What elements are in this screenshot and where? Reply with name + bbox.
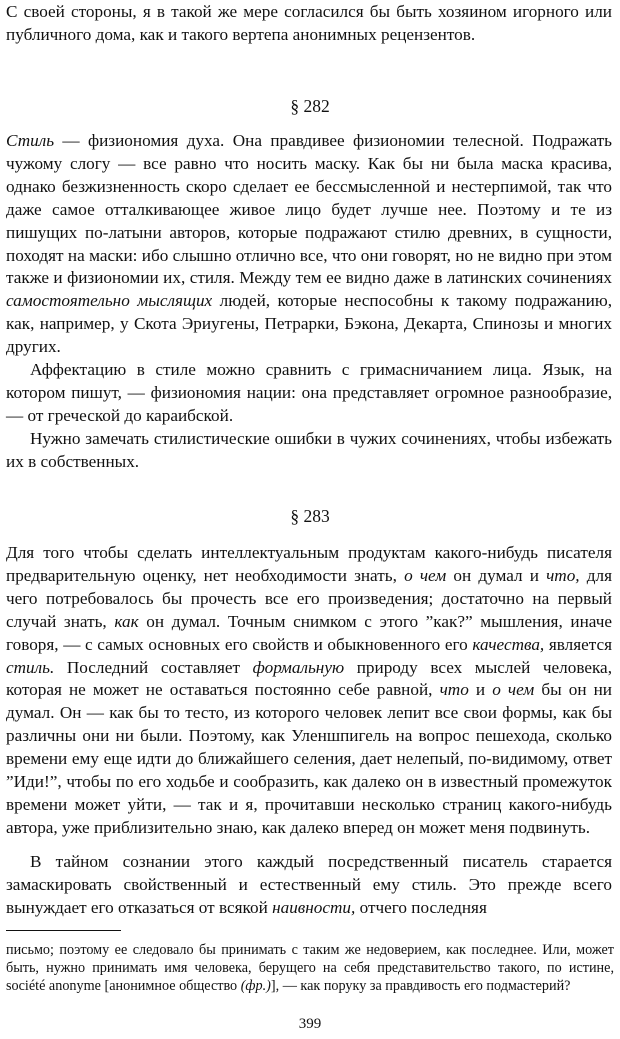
italic-term: наивности, (272, 897, 356, 917)
text-run: бы он ни думал. Он — как бы то тесто, из которого человек лепит все свои формы, как бы различны они ни были. Поэтому, как Уленшпигель на вопрос пешехода, сколько времени ему еще идти до ближайшего селения, дает нелепый, по-видимому, ответ ”Иди!”, чтобы по его ходьбе и сообразить, как далеко он в известный промежуток времени может уйти, — так и я, прочитавши несколько страниц какого-нибудь автора, уже приблизительно знаю, как далеко вперед он может меня подвинуть. (6, 680, 613, 837)
italic-term: что (439, 680, 469, 700)
text-run: Последний составляет (54, 657, 253, 677)
text-run: для чего потребовалось бы прочесть все его произведения; достаточно на первый случай знать, (6, 565, 613, 631)
section-282-paragraph-2 (6, 359, 612, 428)
section-283-paragraph-1 (6, 542, 612, 840)
italic-term: о чем (404, 565, 447, 585)
text-run: он думал и (446, 565, 547, 585)
text-run: людей, которые неспособны к такому подражанию, как, например, у Скота Эриугены, Петрарки, Бэкона, Декарта, Спинозы и многих других. (6, 291, 612, 357)
text-run: природу всех мыслей человека, которая не может не оставаться постоянно себе равной, (6, 657, 612, 700)
text-run: Для того чтобы сделать интеллектуальным продуктам какого-нибудь писателя предварительную оценку, нет необходимости знать, (6, 543, 612, 585)
footnote-text: ], — как поруку за правдивость его подмастерий? (270, 977, 571, 994)
text-run: отчего последняя (355, 897, 487, 917)
italic-term: самостоятельно мыслящих (6, 291, 213, 311)
footnote (6, 942, 614, 995)
text-run: Аффектацию в стиле можно сравнить с гримасничанием лица. Язык, на котором пишут, — физиономия нации: она представляет огромное разнообразие, — от греческой до караибской. (6, 360, 612, 425)
text-run: Нужно замечать стилистические ошибки в чужих сочинениях, чтобы избежать их в собственных. (6, 429, 612, 471)
text-run: В тайном сознании этого каждый посредственный писатель старается замаскировать свойственный и естественный ему стиль. Это прежде всего вынуждает его отказаться от всякой (6, 852, 612, 917)
text-run: является (544, 634, 612, 654)
text-run: и (468, 680, 493, 700)
page-number: 399 (298, 1016, 322, 1032)
italic-term: стиль. (6, 657, 55, 677)
footnote-text: письмо; поэтому ее следовало бы принимать с таким же недоверием, как последнее. Или, может быть, нужно принимать имя человека, берущего на себя представительство такого, по истине, société anonyme [анонимное общество (6, 942, 614, 994)
continued-paragraph-text: С своей стороны, я в такой же мере согласился бы быть хозяином игорного или публичного дома, как и такого вертепа анонимных рецензентов. (6, 2, 612, 44)
section-heading-282: § 282 (290, 96, 330, 116)
footnote-divider (6, 930, 121, 931)
section-282-paragraph-1 (6, 130, 612, 359)
section-282-paragraph-3 (6, 428, 612, 474)
section-heading-283: § 283 (290, 506, 330, 526)
italic-term: качества, (472, 634, 545, 654)
footnote-italic: (фр.) (240, 977, 271, 994)
italic-term: Стиль (6, 131, 55, 150)
italic-term: о чем (492, 680, 535, 700)
continued-paragraph (6, 1, 612, 47)
text-run: — физиономия духа. Она правдивее физиономии телесной. Подражать чужому слогу — все равно что носить маску. Как бы ни была маска красива, однако безжизненность скоро сделает ее бессмысленной и нестерпимой, так что даже самое отталкивающее живое лицо будет лучше нее. Поэтому и те из пишущих по-латыни авторов, которые подражают стилю древних, в сущности, походят на маски: ибо слышно отлично все, что они говорят, но не видно при этом также и физиономии их, стиля. Между тем ее видно даже в латинских сочинениях (6, 131, 612, 288)
italic-term: что, (546, 565, 580, 585)
text-run: он думал. Точным снимком с этого ”как?” мышления, иначе говоря, — с самых основных его свойств и обыкновенного его (6, 611, 612, 654)
italic-term: формальную (252, 657, 345, 677)
italic-term: как (114, 611, 139, 631)
section-283-paragraph-2 (6, 851, 612, 920)
